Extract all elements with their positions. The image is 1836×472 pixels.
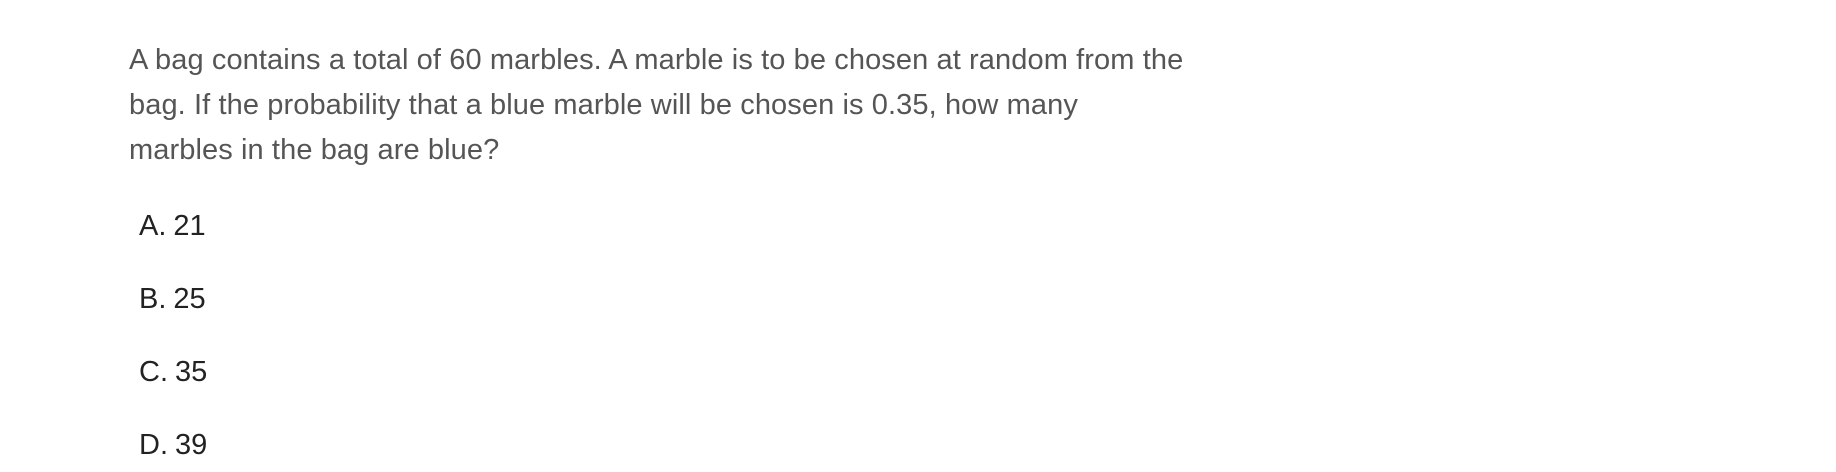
choice-value: 35 <box>175 356 208 388</box>
choice-value: 21 <box>173 210 206 242</box>
choice-d[interactable] <box>139 409 207 472</box>
choice-value: 39 <box>175 429 208 461</box>
choice-c[interactable] <box>139 336 207 409</box>
answer-choices <box>139 190 207 472</box>
choice-value: 25 <box>173 283 206 315</box>
choice-letter: C. <box>139 356 168 388</box>
choice-a[interactable] <box>139 190 207 263</box>
choice-b[interactable] <box>139 263 207 336</box>
choice-letter: D. <box>139 429 168 461</box>
choice-letter: A. <box>139 210 167 242</box>
choice-letter: B. <box>139 283 167 315</box>
question-text: A bag contains a total of 60 marbles. A marble is to be chosen at random from the bag. If the probability that a blue marble will be chosen is 0.35, how many marbles in the bag are blue? <box>129 44 1184 166</box>
